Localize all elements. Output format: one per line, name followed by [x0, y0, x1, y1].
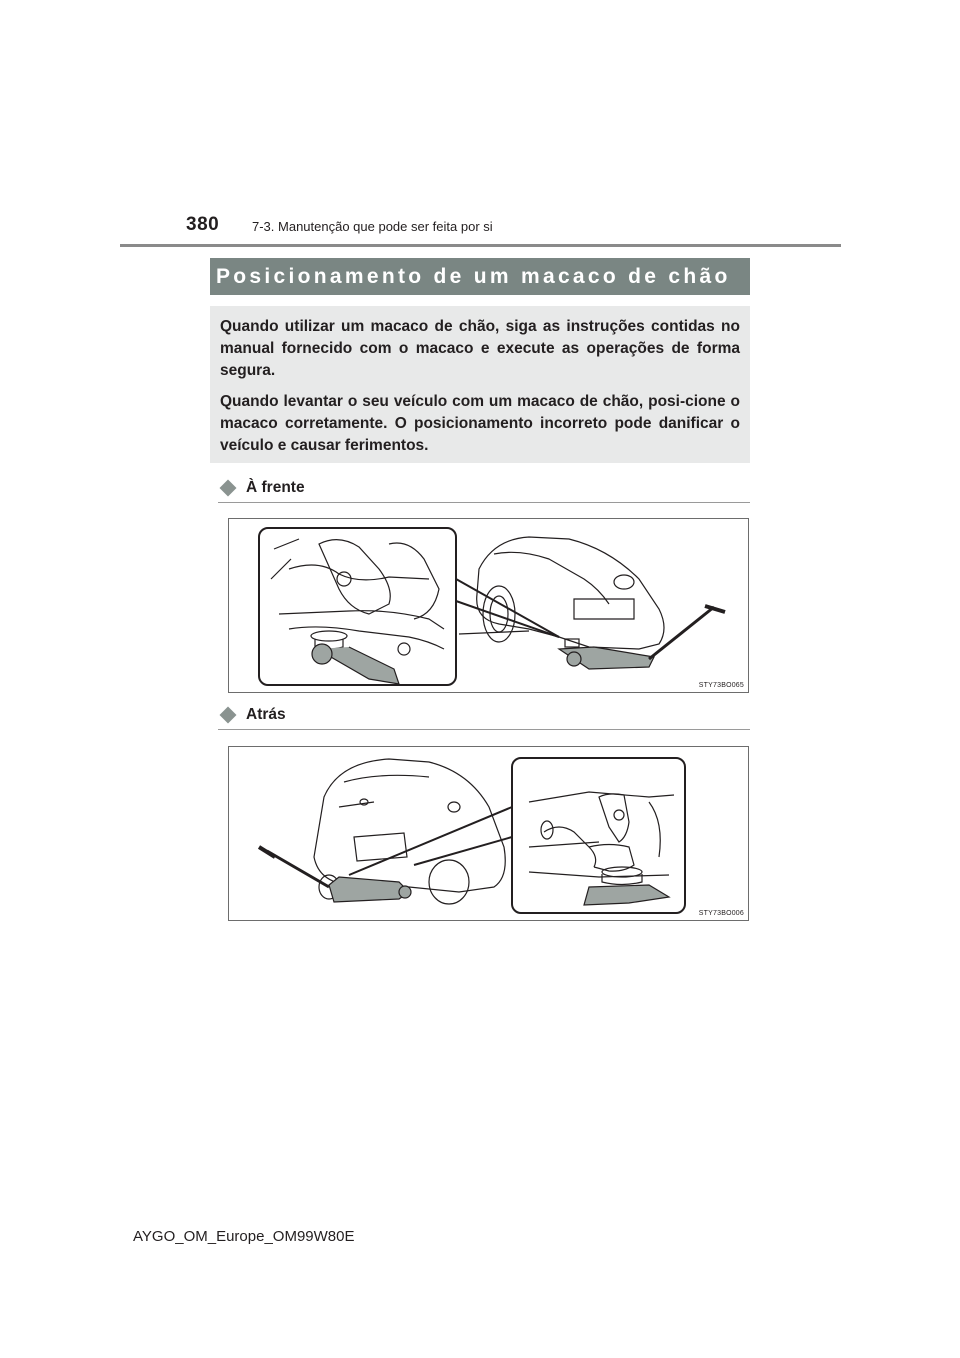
page-title: Posicionamento de um macaco de chão [216, 264, 731, 288]
figure-rear-jacking [228, 746, 749, 921]
subheading-label: Atrás [246, 706, 286, 723]
section-title-bar [210, 258, 750, 295]
subheading-front [218, 474, 750, 503]
subheading-label: À frente [246, 479, 305, 496]
intro-box [210, 306, 750, 463]
running-head: 7-3. Manutenção que pode ser feita por si [252, 219, 493, 234]
intro-paragraph: Quando utilizar um macaco de chão, siga as instruções contidas no manual fornecido com o macaco e execute as operações de forma segura. [220, 318, 740, 379]
front-jack-illustration [229, 519, 748, 692]
rear-jack-illustration [229, 747, 748, 920]
subheading-rear [218, 701, 750, 730]
header-rule [120, 244, 841, 247]
figure-front-jacking [228, 518, 749, 693]
figure-code: STY73BO065 [698, 682, 744, 689]
footer-doc-id: AYGO_OM_Europe_OM99W80E [133, 1228, 355, 1245]
figure-code: STY73BO006 [698, 910, 744, 917]
page-number: 380 [186, 214, 220, 235]
intro-paragraph: Quando levantar o seu veículo com um macaco de chão, posi-cione o macaco corretamente. O posicionamento incorreto pode danificar o veículo e causar ferimentos. [220, 393, 740, 454]
diamond-bullet-icon [220, 707, 237, 724]
diamond-bullet-icon [220, 480, 237, 497]
